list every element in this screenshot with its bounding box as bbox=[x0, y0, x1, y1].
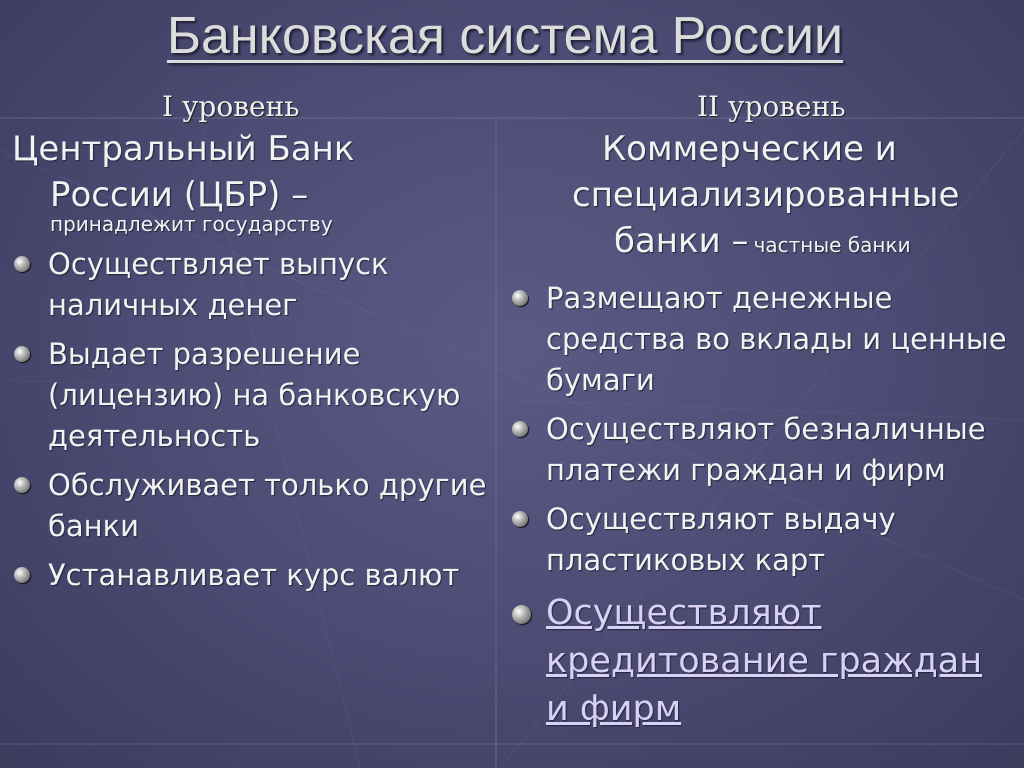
list-item: Обслуживает только другие банки bbox=[12, 465, 492, 547]
list-item: Осуществляют выдачу пластиковых карт bbox=[510, 499, 1015, 581]
list-item: Осуществляет выпуск наличных денег bbox=[12, 244, 492, 326]
central-bank-ownership: принадлежит государству bbox=[50, 212, 333, 236]
commercial-banks-title-line3: банки – частные банки bbox=[614, 221, 911, 261]
list-item: Осуществляют безналичные платежи граждан и фирм bbox=[510, 409, 1015, 491]
bullet-icon bbox=[14, 256, 30, 272]
commercial-banks-ownership: частные банки bbox=[753, 233, 911, 257]
bullet-icon bbox=[512, 290, 528, 306]
level-2-heading: II уровень bbox=[697, 90, 846, 123]
list-item-link[interactable] bbox=[510, 589, 1015, 733]
lending-link[interactable]: Осуществляют кредитование граждан и фирм bbox=[546, 593, 983, 729]
central-bank-title: Центральный Банк bbox=[12, 129, 355, 169]
list-item: Устанавливает курс валют bbox=[12, 555, 492, 596]
page-title: Банковская система России bbox=[166, 7, 844, 65]
bullet-icon bbox=[14, 477, 30, 493]
bullet-icon bbox=[512, 511, 528, 527]
bullet-icon bbox=[14, 567, 30, 583]
commercial-banks-title-line2: специализированные bbox=[572, 175, 960, 215]
bullet-icon bbox=[512, 421, 528, 437]
list-item: Выдает разрешение (лицензию) на банковскую деятельность bbox=[12, 334, 492, 457]
central-bank-functions bbox=[12, 244, 492, 596]
level-1-heading: I уровень bbox=[162, 90, 300, 123]
bullet-icon bbox=[512, 605, 531, 624]
commercial-banks-functions bbox=[510, 278, 1015, 733]
list-item: Размещают денежные средства во вклады и ценные бумаги bbox=[510, 278, 1015, 401]
right-column bbox=[510, 126, 1015, 741]
commercial-banks-title: Коммерческие и bbox=[602, 129, 897, 169]
bullet-icon bbox=[14, 346, 30, 362]
left-column bbox=[12, 126, 492, 604]
central-bank-title-line2: России (ЦБР) – bbox=[50, 175, 309, 215]
